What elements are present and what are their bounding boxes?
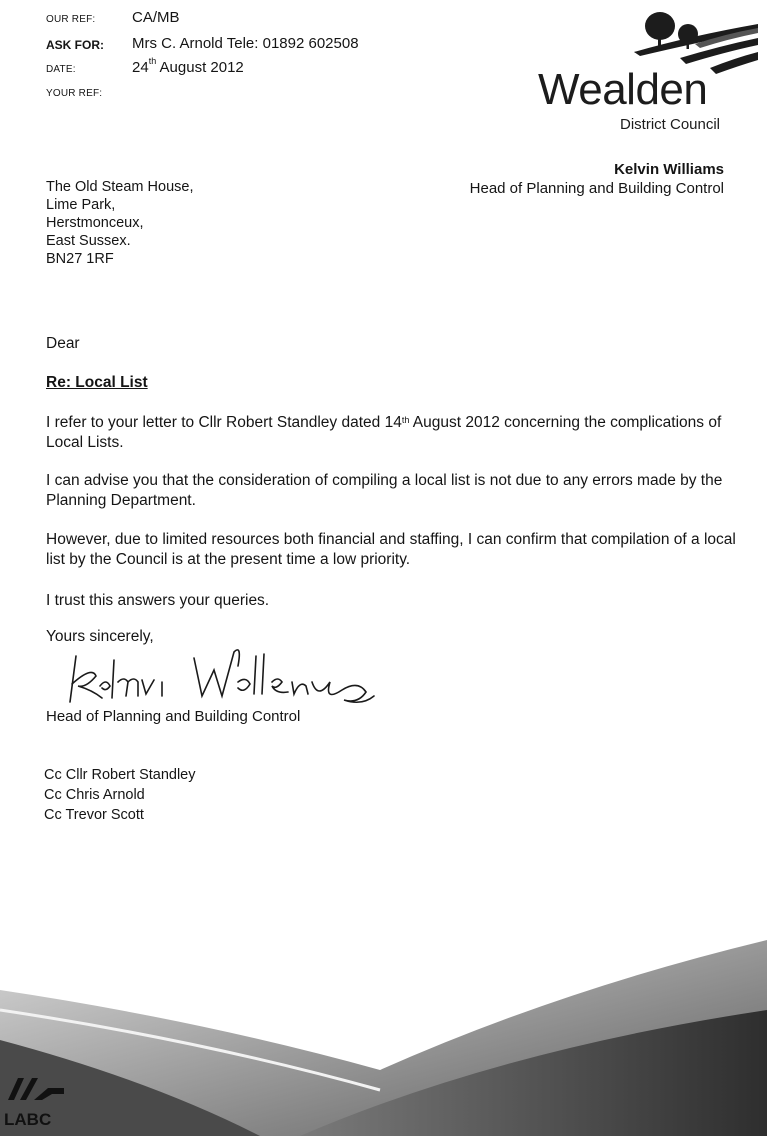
closing: Yours sincerely, bbox=[46, 628, 154, 645]
address-line: Herstmonceux, bbox=[46, 215, 144, 231]
logo-wordmark: Wealden bbox=[538, 65, 708, 114]
signature-title: Head of Planning and Building Control bbox=[46, 708, 301, 725]
our-ref-value: CA/MB bbox=[132, 9, 180, 26]
address-line: East Sussex. bbox=[46, 233, 131, 249]
labc-text: LABC bbox=[4, 1110, 52, 1129]
cc-item: Cc Trevor Scott bbox=[44, 807, 144, 823]
council-logo bbox=[530, 8, 760, 138]
date-value: 24th August 2012 bbox=[132, 56, 244, 76]
salutation: Dear bbox=[46, 335, 80, 352]
paragraph-4: I trust this answers your queries. bbox=[46, 592, 270, 609]
sender-name: Kelvin Williams bbox=[614, 161, 724, 178]
ask-for-label: ASK FOR: bbox=[46, 38, 104, 52]
cc-item: Cc Chris Arnold bbox=[44, 787, 145, 803]
your-ref-label: YOUR REF: bbox=[46, 88, 103, 99]
sender-block bbox=[470, 160, 724, 198]
labc-mark-icon bbox=[4, 1074, 68, 1104]
paragraph-3: However, due to limited resources both financial and staffing, I can confirm that compilation of a local list by the Council is at the present time a low priority. bbox=[46, 531, 736, 568]
address-line: Lime Park, bbox=[46, 197, 116, 213]
address-line: The Old Steam House, bbox=[46, 179, 194, 195]
sender-title: Head of Planning and Building Control bbox=[469, 180, 724, 197]
labc-logo bbox=[4, 1074, 68, 1128]
our-ref-label: OUR REF: bbox=[46, 14, 96, 25]
recipient-address bbox=[46, 178, 194, 268]
footer-wave bbox=[0, 930, 767, 1136]
paragraph-1: I refer to your letter to Cllr Robert Standley dated 14th August 2012 concerning the complications of Local Lists. bbox=[46, 414, 722, 451]
signature bbox=[62, 636, 382, 716]
ask-for-value: Mrs C. Arnold Tele: 01892 602508 bbox=[132, 35, 359, 52]
cc-list bbox=[44, 765, 196, 825]
logo-subtitle: District Council bbox=[620, 116, 721, 133]
paragraph-2: I can advise you that the consideration of compiling a local list is not due to any errors made by the Planning Department. bbox=[46, 472, 723, 509]
subject-line: Re: Local List bbox=[46, 374, 148, 391]
date-label: DATE: bbox=[46, 64, 76, 75]
cc-item: Cc Cllr Robert Standley bbox=[44, 767, 196, 783]
address-line: BN27 1RF bbox=[46, 251, 114, 267]
